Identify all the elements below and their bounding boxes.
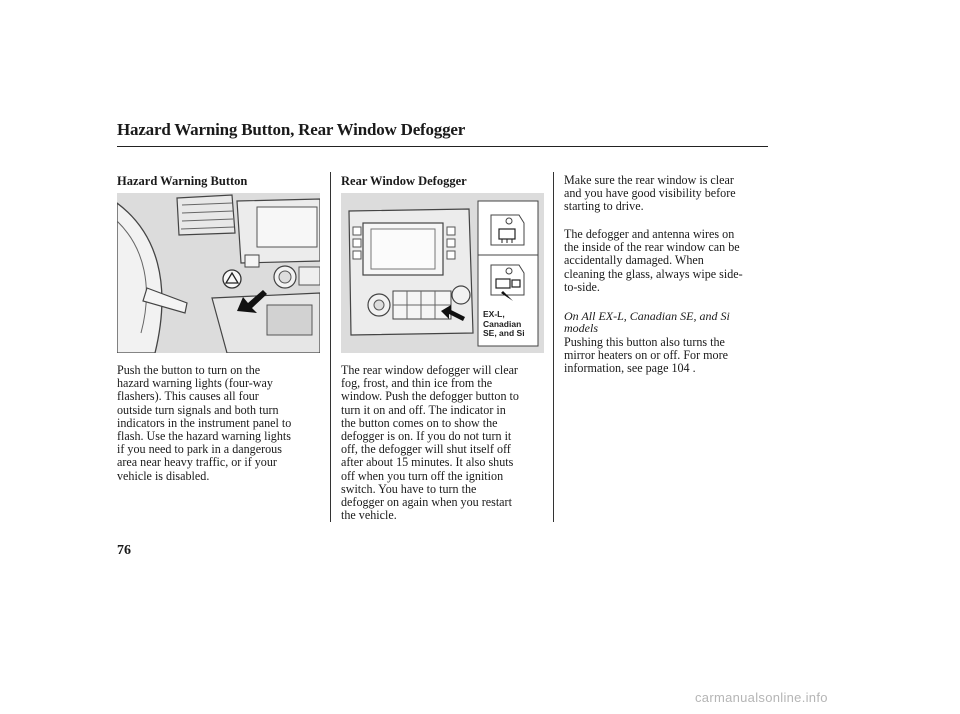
models-note: On All EX-L, Canadian SE, and Si models — [564, 309, 730, 335]
hazard-dashboard-illustration — [117, 193, 320, 353]
page-title: Hazard Warning Button, Rear Window Defogger — [117, 120, 466, 139]
model-label: EX-L, Canadian SE, and Si — [483, 309, 525, 338]
title-rule — [117, 146, 768, 147]
column-divider-right — [553, 172, 554, 522]
defogger-figure — [341, 193, 544, 353]
mirror-heaters-text: Pushing this button also turns the mirror heaters on or off. For more information, see page 104 . — [564, 335, 729, 376]
column-divider-left — [330, 172, 331, 522]
hazard-button-figure — [117, 193, 320, 353]
defogger-body-text: The rear window defogger will clear fog, frost, and thin ice from the window. Push the defogger button to turn it on and off. The indicator in the button comes on to show the defogger is on. If you do not turn it off, the defogger will shut itself off after about 15 minutes. It also shuts off when you turn off the ignition switch. You have to turn the defogger on again when you restart the vehicle. — [341, 363, 519, 523]
watermark: carmanualsonline.info — [695, 690, 828, 705]
hazard-heading: Hazard Warning Button — [117, 174, 248, 188]
defogger-heading: Rear Window Defogger — [341, 174, 467, 188]
defogger-wires-text: The defogger and antenna wires on the inside of the rear window can be accidentally damaged. When cleaning the glass, always wipe side- to-side. — [564, 227, 743, 294]
hazard-body-text: Push the button to turn on the hazard warning lights (four-way flashers). This causes all four outside turn signals and both turn indicators in the instrument panel to flash. Use the hazard warning lights if you need to park in a dangerous area near heavy traffic, or if your vehicle is disabled. — [117, 363, 292, 483]
page-number: 76 — [117, 543, 131, 558]
rear-window-visibility-text: Make sure the rear window is clear and you have good visibility before starting to drive. — [564, 173, 736, 214]
